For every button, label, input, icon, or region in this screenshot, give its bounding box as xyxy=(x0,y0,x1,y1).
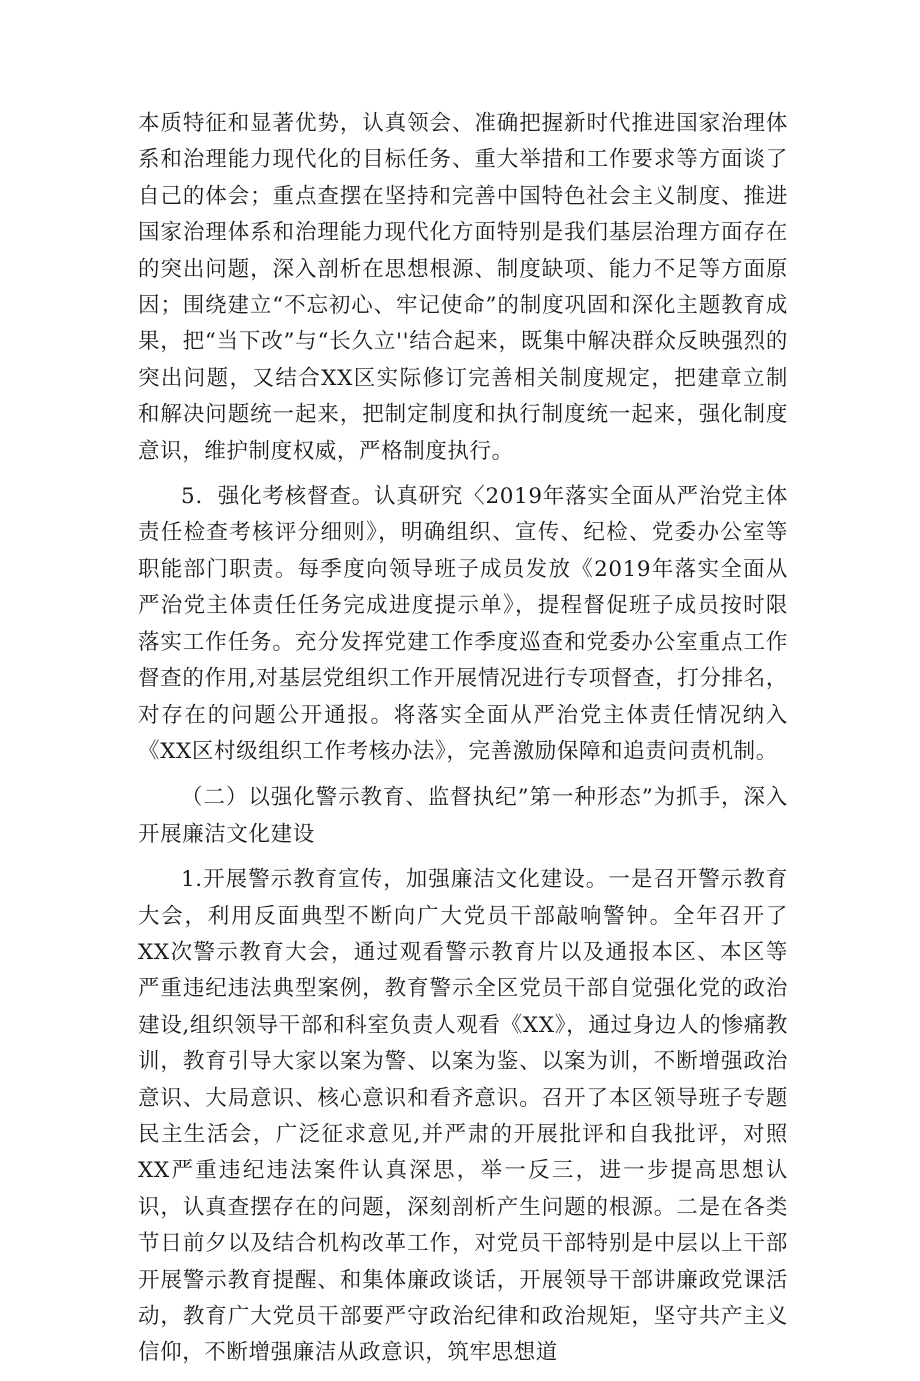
paragraph-assessment-supervision: 5．强化考核督查。认真研究〈2019年落实全面从严治党主体责任检查考核评分细则》，明确组织、宣传、纪检、党委办公室等职能部门职责。每季度向领导班子成员发放《2019年落实全面从严治党主体责任任务完成进度提示单》，提程督促班子成员按时限落实工作任务。充分发挥党建工作季度巡查和党委办公室重点工作督查的作用,对基层党组织工作开展情况进行专项督查，打分排名，对存在的问题公开通报。将落实全面从严治党主体责任情况纳入《XX区村级组织工作考核办法》，完善激励保障和追责问责机制。 xyxy=(138,484,788,764)
section-heading-two: （二）以强化警示教育、监督执纪”第一种形态”为抓手，深入开展廉洁文化建设 xyxy=(138,785,788,847)
document-page xyxy=(138,106,788,1381)
paragraph-continuation: 本质特征和显著优势，认真领会、准确把握新时代推进国家治理体系和治理能力现代化的目标任务、重大举措和工作要求等方面谈了自己的体会；重点查摆在坚持和完善中国特色社会主义制度、推进国家治理体系和治理能力现代化方面特别是我们基层治理方面存在的突出问题，深入剖析在思想根源、制度缺项、能力不足等方面原因；围绕建立“不忘初心、牢记使命”的制度巩固和深化主题教育成果，把“当下改”与“长久立''结合起来，既集中解决群众反映强烈的突出问题，又结合XX区实际修订完善相关制度规定，把建章立制和解决问题统一起来，把制定制度和执行制度统一起来，强化制度意识，维护制度权威，严格制度执行。 xyxy=(138,111,788,464)
paragraph-warning-education: 1.开展警示教育宣传，加强廉洁文化建设。一是召开警示教育大会，利用反面典型不断向广大党员干部敲响警钟。全年召开了XX次警示教育大会，通过观看警示教育片以及通报本区、本区等严重违纪违法典型案例，教育警示全区党员干部自觉强化党的政治建设,组织领导干部和科室负责人观看《XX》，通过身边人的惨痛教训，教育引导大家以案为警、以案为鉴、以案为训，不断增强政治意识、大局意识、核心意识和看齐意识。召开了本区领导班子专题民主生活会，广泛征求意见,并严肃的开展批评和自我批评，对照XX严重违纪违法案件认真深思，举一反三，进一步提高思想认识，认真查摆存在的问题，深刻剖析产生问题的根源。二是在各类节日前夕以及结合机构改革工作，对党员干部特别是中层以上干部开展警示教育提醒、和集体廉政谈话，开展领导干部讲廉政党课活动，教育广大党员干部要严守政治纪律和政治规矩，坚守共产主义信仰，不断增强廉洁从政意识，筑牢思想道 xyxy=(138,867,788,1366)
